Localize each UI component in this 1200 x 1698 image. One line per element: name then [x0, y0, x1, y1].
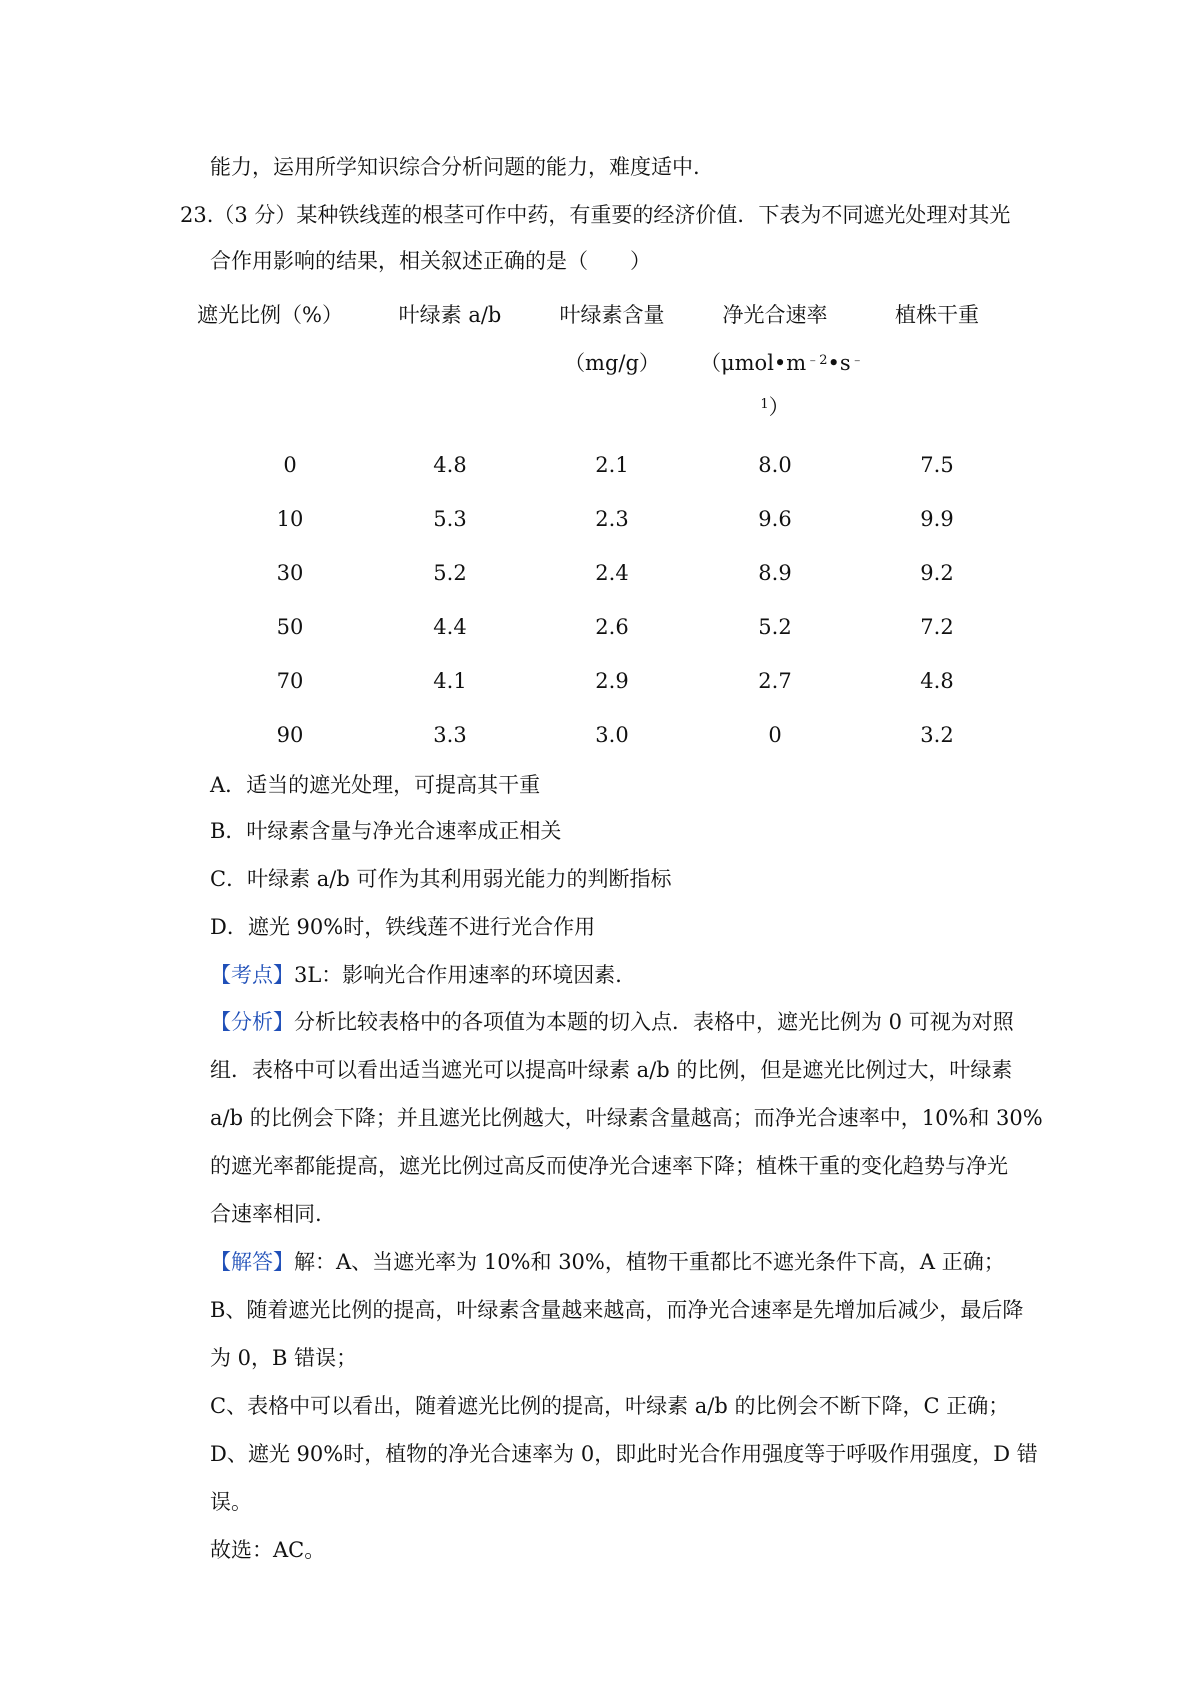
table-header-chl-content: 叶绿素含量 — [559, 303, 665, 327]
fenxi-line-5: 合速率相同. — [210, 1202, 322, 1226]
previous-text-line: 能力，运用所学知识综合分析问题的能力，难度适中. — [210, 155, 700, 179]
table-cell: 4.1 — [433, 669, 467, 693]
table-cell: 2.1 — [595, 453, 629, 477]
fenxi-line-1: 【分析】分析比较表格中的各项值为本题的切入点．表格中，遮光比例为 0 可视为对照 — [210, 1010, 1014, 1034]
table-cell: 50 — [276, 615, 304, 639]
table-cell: 7.5 — [920, 453, 954, 477]
jieda-line-5: D、遮光 90%时，植物的净光合速率为 0，即此时光合作用强度等于呼吸作用强度，D 错 — [210, 1442, 1038, 1466]
fenxi-line-3: a/b 的比例会下降；并且遮光比例越大，叶绿素含量越高；而净光合速率中，10%和 30% — [210, 1106, 1043, 1130]
table-cell: 4.4 — [433, 615, 467, 639]
option-d: D．遮光 90%时，铁线莲不进行光合作用 — [210, 915, 596, 939]
table-cell: 9.9 — [920, 507, 954, 531]
table-cell: 7.2 — [920, 615, 954, 639]
option-a: A．适当的遮光处理，可提高其干重 — [210, 773, 541, 797]
table-cell: 2.7 — [758, 669, 792, 693]
question-stem-line-2: 合作用影响的结果，相关叙述正确的是（ ） — [210, 249, 651, 273]
kaodian-text: 3L：影响光合作用速率的环境因素． — [294, 963, 637, 987]
table-cell: 3.2 — [920, 723, 954, 747]
table-cell: 2.6 — [595, 615, 629, 639]
jieda-line-6: 误。 — [210, 1490, 252, 1514]
jieda-conclusion: 故选：AC。 — [210, 1538, 326, 1562]
table-header-chl-ratio: 叶绿素 a/b — [398, 303, 502, 327]
table-cell: 4.8 — [920, 669, 954, 693]
jieda-line-1: 【解答】解：A、当遮光率为 10%和 30%，植物干重都比不遮光条件下高，A 正确； — [210, 1250, 1005, 1274]
table-header-shading-ratio: 遮光比例（%） — [197, 303, 343, 327]
table-cell: 5.2 — [758, 615, 792, 639]
table-cell: 3.3 — [433, 723, 467, 747]
question-stem-line-1: 23.（3 分）某种铁线莲的根茎可作中药，有重要的经济价值．下表为不同遮光处理对其光 — [180, 203, 1011, 227]
table-cell: 9.2 — [920, 561, 954, 585]
table-cell: 9.6 — [758, 507, 792, 531]
table-cell: 90 — [276, 723, 304, 747]
table-cell: 30 — [276, 561, 304, 585]
table-cell: 70 — [276, 669, 304, 693]
table-cell: 8.9 — [758, 561, 792, 585]
table-cell: 8.0 — [758, 453, 792, 477]
table-cell: 0 — [283, 453, 297, 477]
jieda-line-3: 为 0，B 错误； — [210, 1346, 358, 1370]
option-c: C．叶绿素 a/b 可作为其利用弱光能力的判断指标 — [210, 867, 672, 891]
jieda-line-4: C、表格中可以看出，随着遮光比例的提高，叶绿素 a/b 的比例会不断下降，C 正确； — [210, 1394, 1010, 1418]
table-header-chl-content-unit: （mg/g） — [564, 351, 660, 375]
table-cell: 5.2 — [433, 561, 467, 585]
table-cell: 4.8 — [433, 453, 467, 477]
table-cell: 5.3 — [433, 507, 467, 531]
table-cell: 2.4 — [595, 561, 629, 585]
fenxi-line-4: 的遮光率都能提高，遮光比例过高反而使净光合速率下降；植株干重的变化趋势与净光 — [210, 1154, 1008, 1178]
table-header-net-photosynthesis: 净光合速率 — [722, 303, 828, 327]
table-cell: 2.9 — [595, 669, 629, 693]
fenxi-tag: 【分析】 — [210, 1010, 294, 1034]
fenxi-line-2: 组．表格中可以看出适当遮光可以提高叶绿素 a/b 的比例，但是遮光比例过大，叶绿素 — [210, 1058, 1013, 1082]
jieda-tag: 【解答】 — [210, 1250, 294, 1274]
kaodian-line — [210, 960, 636, 990]
table-header-net-photosynthesis-unit-cont: $^1$） — [760, 395, 790, 419]
jieda-line-2: B、随着遮光比例的提高，叶绿素含量越来越高，而净光合速率是先增加后减少，最后降 — [210, 1298, 1024, 1322]
table-cell: 0 — [768, 723, 782, 747]
table-cell: 10 — [276, 507, 304, 531]
table-header-dry-weight: 植株干重 — [895, 303, 979, 327]
table-cell: 3.0 — [595, 723, 629, 747]
table-cell: 2.3 — [595, 507, 629, 531]
option-b: B．叶绿素含量与净光合速率成正相关 — [210, 819, 562, 843]
table-header-net-photosynthesis-unit: （$\mu mol•m^{﹣2}•s^﹣$ — [700, 351, 864, 375]
kaodian-tag: 【考点】 — [210, 963, 294, 987]
